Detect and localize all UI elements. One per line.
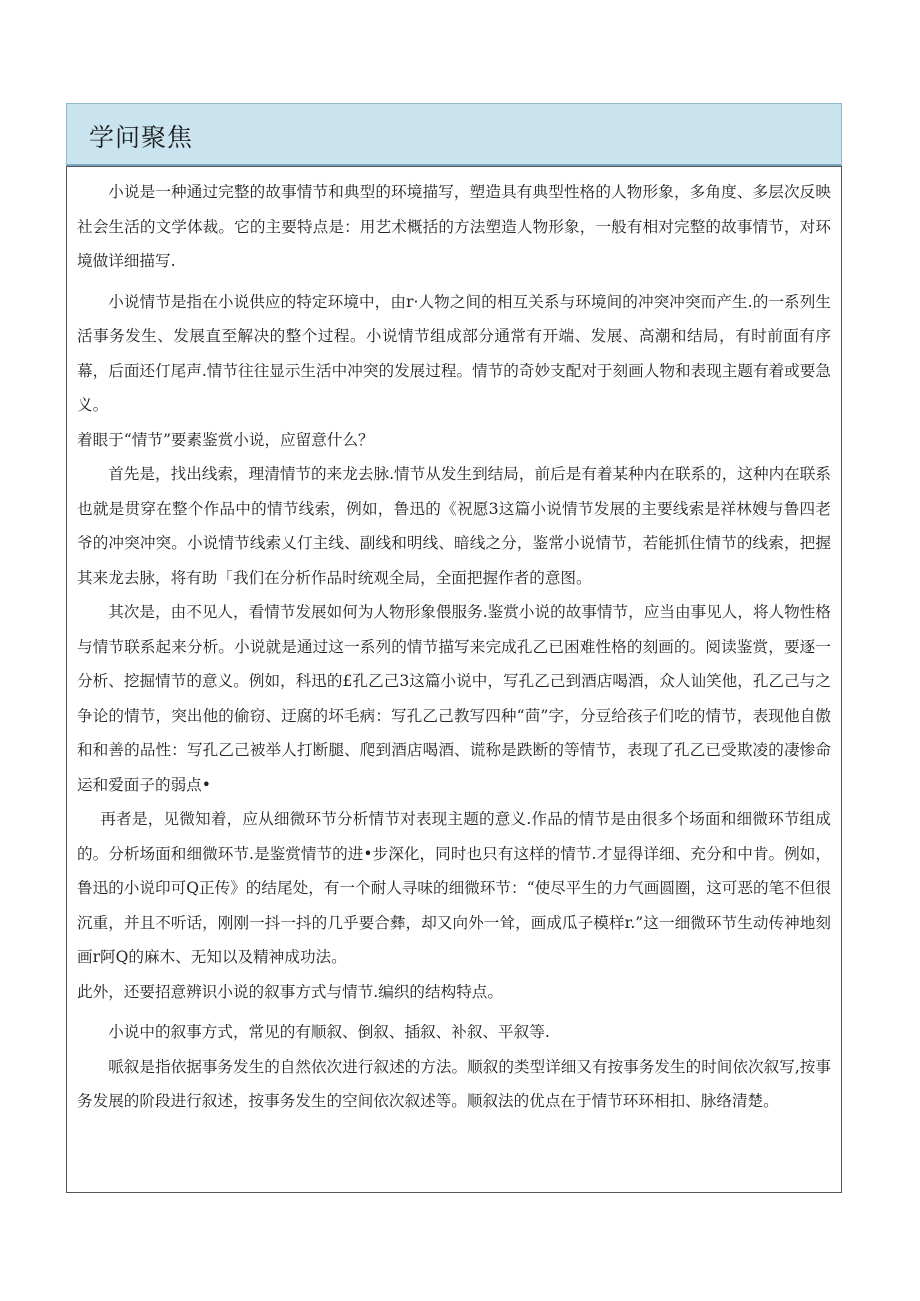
paragraph-first-point: 首先是，找出线索，理清情节的来龙去脉.情节从发生到结局，前后是有着某种内在联系的，这种内在联系也就是贯穿在整个作品中的情节线索，例如，鲁迅的《祝愿3这篇小说情节发展的主要线索是祥林嫂与鲁四老爷的冲突冲突。小说情节线索乂仃主线、副线和明线、暗线之分，鉴常小说情节，若能抓住情节的线索，把握其来龙去脉，将有助「我们在分析作品时统观全局，全面把握作者的意图。 <box>77 465 831 587</box>
paragraph-question: 着眼于“情节”要素鉴赏小说，应留意什么？ <box>77 430 374 449</box>
paragraph-third-point: 再者是，见微知着，应从细微环节分析情节对表现主题的意义.作品的情节是由很多个场面和细微环节组成的。分析场面和细微环节.是鉴赏情节的进•步深化，同时也只有这样的情节.才显得详细、充分和中肯。例如，鲁迅的小说印可Q正传》的结尾处，有一个耐人寻味的细微环节：“使尽平生的力气画圆圈，这可恶的笔不但很沉重，并且不听话，刚刚一抖一抖的几乎要合彝，却又向外一耸，画成瓜子模样r.”这一细微环节生动传神地刻画r阿Q的麻木、无知以及精神成功法。 <box>77 810 831 966</box>
paragraph-novel-definition: 小说是一种通过完整的故事情节和典型的环境描写，塑造具有典型性格的人物形象，多角度、多层次反映社会生活的文学体裁。它的主要特点是：用艺术概括的方法塑造人物形象，一般有相对完整的故事情节，对环境做详细描写. <box>77 183 831 270</box>
content-body <box>77 175 831 1119</box>
content-box <box>66 166 842 1193</box>
paragraph-chronological-narration: 哌叙是指依据事务发生的自然依次进行叙述的方法。顺叙的类型详细又有按事务发生的时间依次叙写,按事务发展的阶段进行叙述，按事务发生的空间依次叙述等。顺叙法的优点在于情节环环相扣、脉络清楚。 <box>77 1057 831 1110</box>
paragraph-second-point: 其次是，由不见人，看情节发展如何为人物形象偎服务.鉴赏小说的故事情节，应当由事见人，将人物性格与情节联系起来分析。小说就是通过这一系列的情节描写来完成孔乙已困难性格的刻画的。阅读鉴赏，要逐一分析、挖掘情节的意义。例如，科迅的£孔乙己3这篇小说中，写孔乙己到酒店喝酒，众人讪笑他，孔乙己与之争论的情节，突出他的偷窃、迂腐的坏毛病：写孔乙己教写四种“茴”字，分豆给孩子们吃的情节，表现他自傲和和善的品性：写孔乙己被举人打断腿、爬到酒店喝酒、谎称是跌断的等情节，表现了孔乙已受欺凌的凄惨命运和爱面子的弱点• <box>77 603 831 794</box>
section-header <box>66 103 842 166</box>
paragraph-plot-definition: 小说情节是指在小说供应的特定环境中，由r·人物之间的相互关系与环境间的冲突冲突而产生.的一系列生活事务发生、发展直至解决的整个过程。小说情节组成部分通常有开端、发展、高潮和结局，有时前面有序幕，后面还仃尾声.情节往往显示生活中冲突的发展过程。情节的奇妙支配对于刻画人物和表现主题有着或要急义。 <box>77 292 831 414</box>
paragraph-narrative-methods: 小说中的叙事方式，常见的有顺叙、倒叙、插叙、补叙、平叙等. <box>108 1023 550 1041</box>
paragraph-additional-point: 此外，还要招意辨识小说的叙事方式与情节.编织的结构特点。 <box>77 982 503 1001</box>
section-title: 学问聚焦 <box>89 123 194 152</box>
